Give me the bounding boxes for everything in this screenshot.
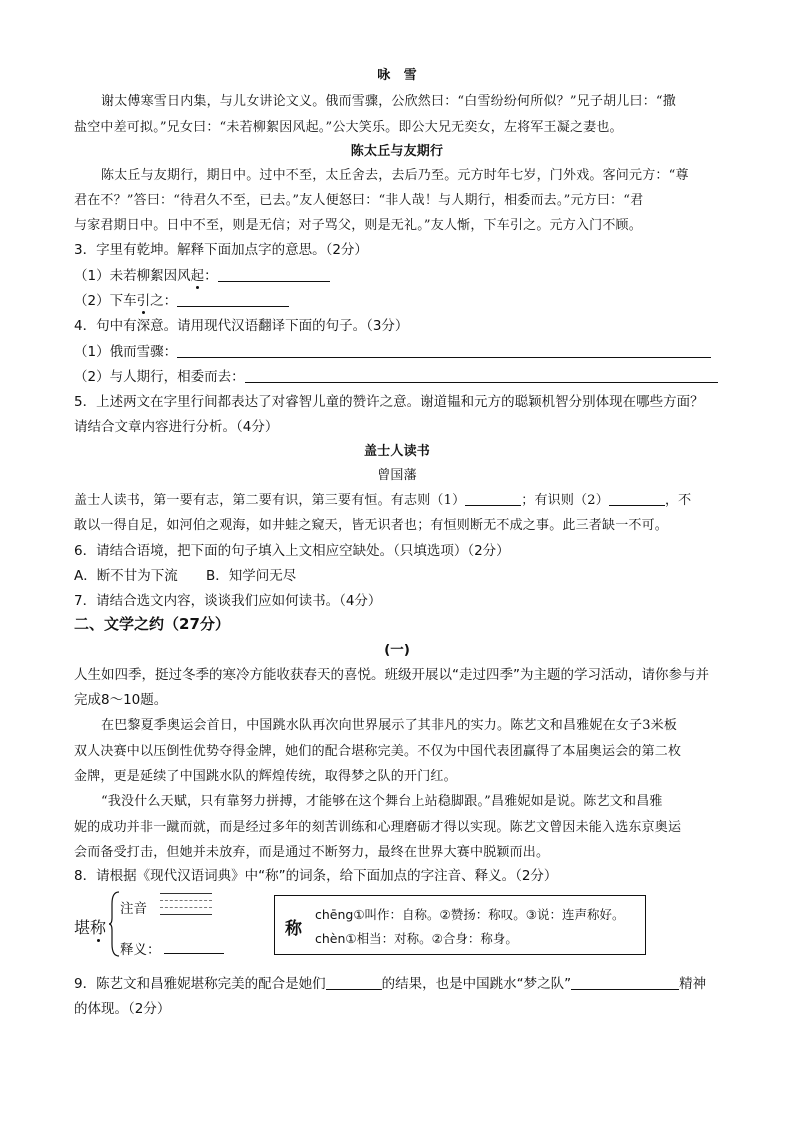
answer-blank[interactable] (218, 267, 330, 282)
q7-stem: 7．请结合选文内容，谈谈我们应如何读书。（4分） (74, 593, 382, 609)
answer-blank[interactable] (465, 491, 521, 506)
passage-line: 双人决赛中以压倒性优势夺得金牌，她们的配合堪称完美。不仅为中国代表团赢得了本届奥运会的第二枚 (74, 744, 682, 759)
zhuyin-label: 注音 (120, 901, 147, 917)
q8-word-char: 堪 (74, 918, 91, 937)
q6-option-a: A．断不甘为下流 (74, 568, 178, 584)
essay-text: ；有识则（2） (521, 493, 609, 508)
dict-line: chēng①叫作：自称。②赞扬：称叹。③说：连声称好。 (315, 907, 625, 922)
answer-blank[interactable] (177, 292, 289, 307)
q9-text: 的结果，也是中国跳水“梦之队” (381, 976, 572, 992)
essay-text: ，不 (664, 493, 692, 508)
q8-word (74, 915, 106, 938)
q6-stem: 6．请结合语境，把下面的句子填入上文相应空缺处。（只填选项）（2分） (74, 543, 510, 559)
poem1-line: 盐空中差可拟。”兄女曰：“未若柳絮因风起。”公大笑乐。即公大兄无奕女，左将军王凝之妻也。 (74, 120, 623, 135)
answer-blank[interactable] (177, 343, 711, 358)
q9-text: 9．陈艺文和昌雅妮堪称完美的配合是她们 (74, 976, 326, 992)
poem1-title: 咏 雪 (377, 68, 417, 83)
q3-item1-text: （1）未若柳絮因风 (74, 268, 191, 284)
q5-line: 请结合文章内容进行分析。（4分） (74, 419, 279, 435)
section-intro: 完成8～10题。 (74, 692, 168, 708)
q3-item-2 (74, 289, 289, 309)
q3-item-1 (74, 264, 330, 284)
brace-icon (108, 890, 120, 958)
essay-line (74, 489, 691, 508)
q4-item1-text: （1）俄而雪骤： (74, 344, 178, 360)
essay-text: 盖士人读书，第一要有志，第二要有识，第三要有恒。有志则（1） (74, 493, 466, 508)
essay-line: 敢以一得自足，如河伯之观海，如井蛙之窥天，皆无识者也；有恒则断无不成之事。此三者缺一不可。 (74, 518, 669, 533)
q9-line: 的体现。（2分） (74, 1001, 171, 1017)
poem2-line: 与家君期日中。日中不至，则是无信；对子骂父，则是无礼。”友人惭，下车引之。元方入门不顾。 (74, 218, 642, 233)
q8-stem: 8．请根据《现代汉语词典》中“称”的词条，给下面加点的字注音、释义。（2分） (74, 868, 558, 884)
section-heading: 二、文学之约（27分） (74, 615, 230, 633)
q4-item-2 (74, 365, 718, 385)
q4-stem: 4．句中有深意。请用现代汉语翻译下面的句子。（3分） (74, 318, 409, 334)
q3-stem: 3．字里有乾坤。解释下面加点字的意思。（2分） (74, 242, 368, 258)
answer-blank[interactable] (609, 491, 665, 506)
q3-item2-colon: 之： (150, 293, 178, 309)
zhuyin-field[interactable] (160, 893, 212, 915)
passage-line: 妮的成功并非一蹴而就，而是经过多年的刻苦训练和心理磨砺才得以实现。陈艺文曾因未能入选东京奥运 (74, 820, 682, 835)
dotted-char: 引 (136, 293, 151, 309)
poem1-line: 谢太傅寒雪日内集，与儿女讲论文义。俄而雪骤，公欣然曰：“白雪纷纷何所似？”兄子胡儿曰：“撒 (101, 94, 676, 109)
q9-text: 精神 (679, 976, 707, 992)
q5-line: 5．上述两文在字里行间都表达了对睿智儿童的赞许之意。谢道韫和元方的聪颖机智分别体现在哪些方面？ (74, 394, 704, 410)
section-intro: 人生如四季，挺过冬季的寒冷方能收获春天的喜悦。班级开展以“走过四季”为主题的学习活动，请你参与并 (74, 667, 709, 683)
q9-line (74, 972, 706, 992)
answer-blank[interactable] (326, 975, 382, 990)
passage-line: 会而备受打击，但她并未放弃，而是通过不断努力，最终在世界大赛中脱颖而出。 (74, 845, 550, 860)
q4-item-1 (74, 340, 711, 360)
poem2-line: 君在不？”答曰：“待君久不至，已去。”友人便怒曰：“非人哉！与人期行，相委而去。”元方曰：“君 (74, 193, 644, 208)
dotted-char: 起 (190, 268, 205, 284)
essay-title: 盖士人读书 (363, 444, 430, 459)
poem2-line: 陈太丘与友期行，期日中。过中不至，太丘舍去，去后乃至。元方时年七岁，门外戏。客问元方：“尊 (101, 168, 689, 183)
dotted-char: 称 (90, 918, 107, 937)
section-sub: (一) (384, 642, 410, 658)
answer-blank[interactable] (571, 975, 679, 990)
shiyi-field[interactable] (164, 953, 224, 954)
essay-author: 曾国藩 (377, 468, 417, 483)
shiyi-label: 释义： (120, 942, 161, 958)
q3-item1-colon: ： (204, 268, 218, 284)
poem2-title: 陈太丘与友期行 (350, 144, 444, 159)
q6-option-b: B．知学问无尽 (206, 568, 297, 584)
passage-line: 在巴黎夏季奥运会首日，中国跳水队再次向世界展示了其非凡的实力。陈艺文和昌雅妮在女子3米板 (101, 718, 678, 733)
passage-line: 金牌，更是延续了中国跳水队的辉煌传统，取得梦之队的开门红。 (74, 769, 457, 784)
q4-item2-text: （2）与人期行，相委而去： (74, 369, 245, 385)
answer-blank[interactable] (245, 368, 718, 383)
dictionary-entry-box (274, 895, 646, 955)
passage-line: “我没什么天赋，只有靠努力拼搏，才能够在这个舞台上站稳脚跟。”昌雅妮如是说。陈艺文和昌雅 (101, 794, 663, 809)
dict-char: 称 (285, 919, 302, 939)
q3-item2-text: （2）下车 (74, 293, 137, 309)
dict-line: chèn①相当：对称。②合身：称身。 (315, 931, 518, 946)
